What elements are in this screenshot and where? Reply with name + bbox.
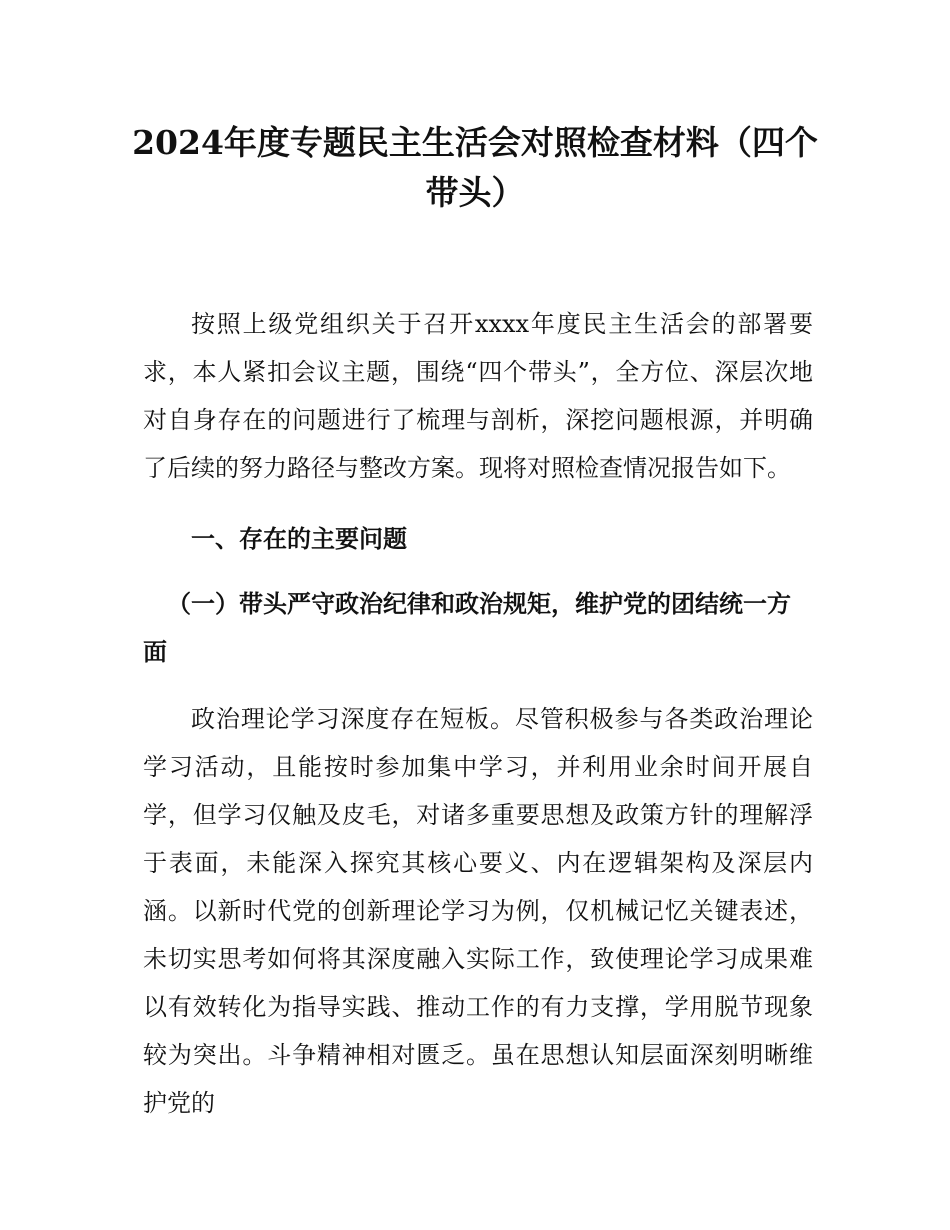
intro-paragraph: 按照上级党组织关于召开xxxx年度民主生活会的部署要求，本人紧扣会议主题，围绕“四个带头”，全方位、深层次地对自身存在的问题进行了梳理与剖析，深挖问题根源，并明确了后续的努力路径与整改方案。现将对照检查情况报告如下。: [143, 310, 813, 482]
subsection-heading: （一）带头严守政治纪律和政治规矩，维护党的团结统一方面: [143, 590, 791, 666]
body-paragraph: 政治理论学习深度存在短板。尽管积极参与各类政治理论学习活动，且能按时参加集中学习，并利用业余时间开展自学，但学习仅触及皮毛，对诸多重要思想及政策方针的理解浮于表面，未能深入探究其核心要义、内在逻辑架构及深层内涵。以新时代党的创新理论学习为例，仅机械记忆关键表述，未切实思考如何将其深度融入实际工作，致使理论学习成果难以有效转化为指导实践、推动工作的有力支撑，学用脱节现象较为突出。斗争精神相对匮乏。虽在思想认知层面深刻明晰维护党的: [143, 705, 813, 1117]
document-title: 2024年度专题民主生活会对照检查材料（四个带头）: [132, 123, 818, 212]
section-heading: 一、存在的主要问题: [191, 525, 407, 553]
